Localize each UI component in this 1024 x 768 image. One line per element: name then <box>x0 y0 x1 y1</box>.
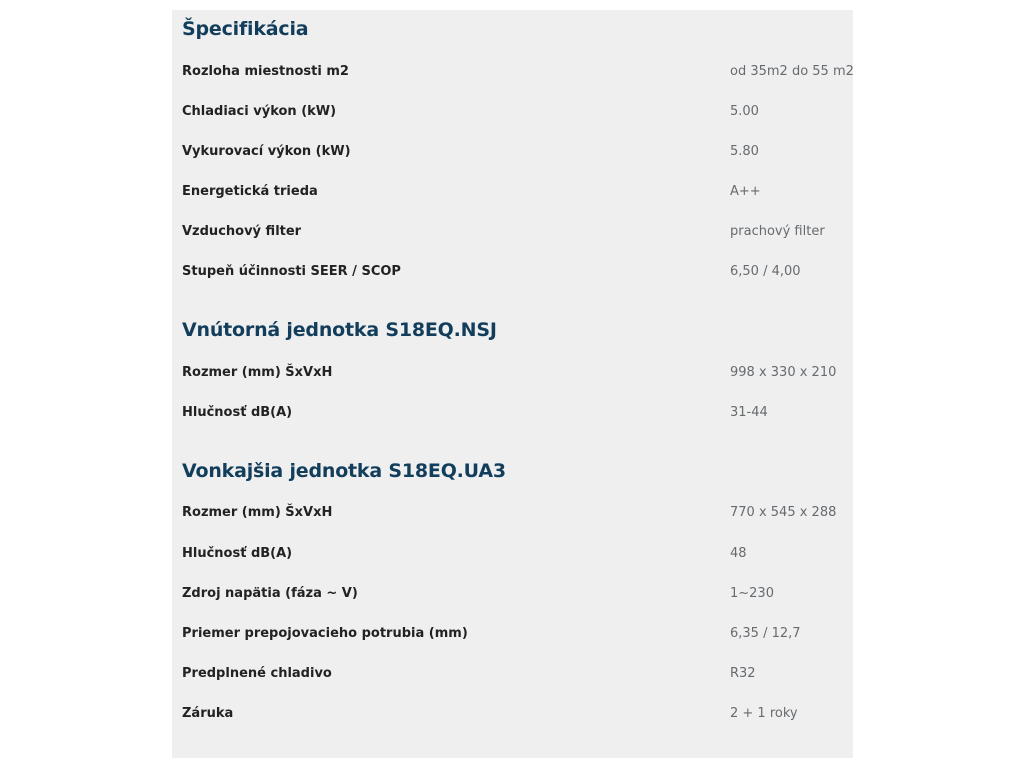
spec-label: Chladiaci výkon (kW) <box>182 104 337 119</box>
spec-value: 31-44 <box>730 405 768 420</box>
spec-label: Zdroj napätia (fáza ~ V) <box>182 586 358 601</box>
spec-label: Rozmer (mm) ŠxVxH <box>182 505 333 520</box>
spec-row <box>172 501 853 525</box>
specifications-panel <box>172 10 853 758</box>
spec-label: Hlučnosť dB(A) <box>182 546 293 561</box>
section-title-indoor-unit: Vnútorná jednotka S18EQ.NSJ <box>182 319 497 341</box>
spec-value: 6,35 / 12,7 <box>730 626 801 641</box>
spec-value: od 35m2 do 55 m2 <box>730 64 854 79</box>
spec-value: prachový filter <box>730 224 825 239</box>
section-title-outdoor-unit: Vonkajšia jednotka S18EQ.UA3 <box>182 460 506 482</box>
spec-label: Energetická trieda <box>182 184 318 199</box>
spec-label: Hlučnosť dB(A) <box>182 405 293 420</box>
spec-value: 1~230 <box>730 586 774 601</box>
spec-row <box>172 100 853 124</box>
spec-row <box>172 361 853 385</box>
spec-row <box>172 662 853 686</box>
spec-value: 2 + 1 roky <box>730 706 798 721</box>
spec-label: Priemer prepojovacieho potrubia (mm) <box>182 626 468 641</box>
spec-label: Rozloha miestnosti m2 <box>182 64 349 79</box>
spec-label: Rozmer (mm) ŠxVxH <box>182 365 333 380</box>
spec-value: 5.80 <box>730 144 759 159</box>
section-title-specifications: Špecifikácia <box>182 18 309 40</box>
spec-row <box>172 180 853 204</box>
spec-value: R32 <box>730 666 756 681</box>
spec-value: 5.00 <box>730 104 759 119</box>
spec-row <box>172 60 853 84</box>
spec-value: 770 x 545 x 288 <box>730 505 837 520</box>
spec-value: A++ <box>730 184 761 199</box>
spec-row <box>172 702 853 726</box>
spec-label: Stupeň účinnosti SEER / SCOP <box>182 264 401 279</box>
spec-label: Predplnené chladivo <box>182 666 332 681</box>
spec-label: Záruka <box>182 706 234 721</box>
spec-value: 48 <box>730 546 747 561</box>
spec-row <box>172 401 853 425</box>
spec-row <box>172 582 853 606</box>
spec-row <box>172 622 853 646</box>
spec-row <box>172 140 853 164</box>
spec-row <box>172 260 853 284</box>
spec-row <box>172 542 853 566</box>
spec-value: 6,50 / 4,00 <box>730 264 801 279</box>
spec-value: 998 x 330 x 210 <box>730 365 837 380</box>
spec-row <box>172 220 853 244</box>
spec-label: Vykurovací výkon (kW) <box>182 144 351 159</box>
spec-label: Vzduchový filter <box>182 224 302 239</box>
